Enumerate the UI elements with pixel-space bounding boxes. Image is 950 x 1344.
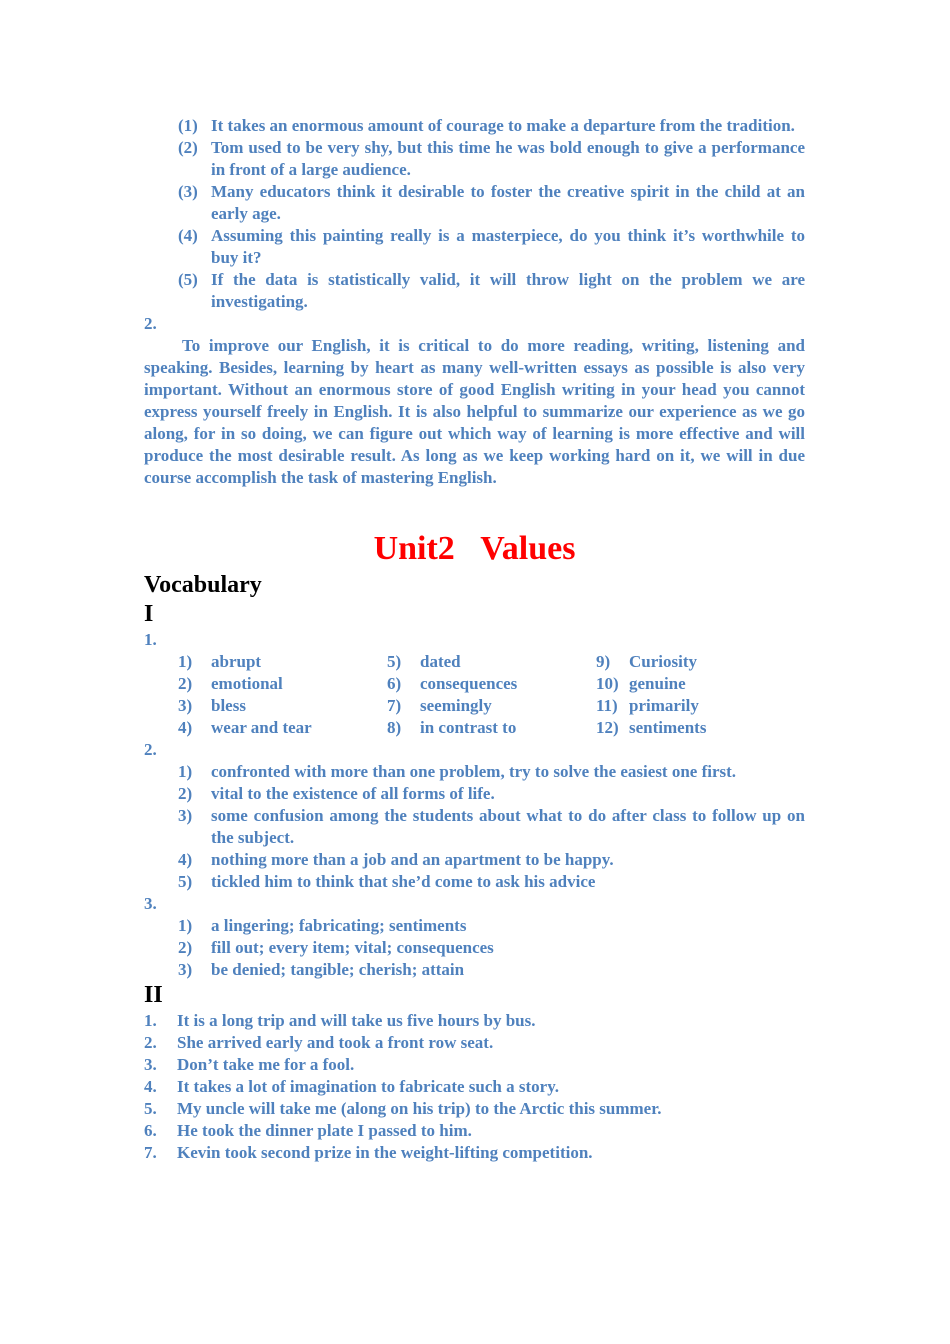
item-number: (4) [178, 226, 198, 245]
exercise-label: 2. [144, 740, 157, 759]
item-text: wear and tear [211, 718, 312, 737]
item-text: Curiosity [629, 652, 697, 671]
unit-title: Unit2 Values [373, 530, 576, 567]
item-number: 5) [178, 872, 193, 891]
list-item [144, 805, 805, 849]
list-item [178, 695, 387, 717]
item-number: 11) [596, 696, 618, 715]
list-item [144, 137, 805, 181]
item-number: 5) [387, 652, 402, 671]
part-heading: II [144, 982, 163, 1008]
item-text: Assuming this painting really is a masterpiece, do you think it’s worthwhile to buy it? [211, 226, 805, 267]
item-text: vital to the existence of all forms of life. [211, 784, 495, 803]
item-text: She arrived early and took a front row seat. [177, 1033, 494, 1052]
item-text: fill out; every item; vital; consequences [211, 938, 494, 957]
answer-list [144, 915, 805, 981]
exercise-label: 3. [144, 894, 157, 913]
list-item [596, 695, 805, 717]
item-text: tickled him to think that she’d come to ask his advice [211, 872, 596, 891]
list-item [144, 225, 805, 269]
item-number: 2) [178, 938, 193, 957]
vocabulary-heading: Vocabulary [144, 572, 262, 598]
item-number: 3) [178, 696, 193, 715]
item-text: Kevin took second prize in the weight-lifting competition. [177, 1143, 593, 1162]
word-list-grid [178, 651, 805, 739]
item-text: My uncle will take me (along on his trip) to the Arctic this summer. [177, 1099, 662, 1118]
part-heading: I [144, 601, 154, 627]
list-item [144, 1142, 805, 1164]
item-text: be denied; tangible; cherish; attain [211, 960, 465, 979]
list-item [387, 673, 596, 695]
item-number: (5) [178, 270, 198, 289]
sentence-list [144, 115, 805, 313]
item-text: Many educators think it desirable to foster the creative spirit in the child at an early age. [211, 182, 805, 223]
item-text: in contrast to [420, 718, 517, 737]
item-number: 1. [144, 1011, 157, 1030]
item-text: Don’t take me for a fool. [177, 1055, 355, 1074]
item-text: seemingly [420, 696, 492, 715]
item-number: 4) [178, 718, 193, 737]
item-number: 2) [178, 674, 193, 693]
list-item [144, 761, 805, 783]
list-item [144, 269, 805, 313]
item-text: He took the dinner plate I passed to him. [177, 1121, 472, 1140]
item-number: 7) [387, 696, 402, 715]
list-item [144, 871, 805, 893]
item-text: some confusion among the students about what to do after class to follow up on the subject. [211, 806, 805, 847]
list-item [144, 1098, 805, 1120]
item-text: consequences [420, 674, 518, 693]
word-column [387, 651, 596, 739]
item-number: 10) [596, 674, 619, 693]
item-number: 4. [144, 1077, 157, 1096]
word-column [178, 651, 387, 739]
list-item [144, 849, 805, 871]
item-text: genuine [629, 674, 686, 693]
list-item [144, 915, 805, 937]
item-number: 3) [178, 960, 193, 979]
list-item [387, 695, 596, 717]
word-column [596, 651, 805, 739]
list-item [596, 673, 805, 695]
item-text: dated [420, 652, 461, 671]
item-text: nothing more than a job and an apartment to be happy. [211, 850, 614, 869]
item-number: 1) [178, 652, 193, 671]
item-number: 2. [144, 1033, 157, 1052]
item-number: 6. [144, 1121, 157, 1140]
item-text: It is a long trip and will take us five hours by bus. [177, 1011, 536, 1030]
item-number: 6) [387, 674, 402, 693]
item-number: 12) [596, 718, 619, 737]
item-text: It takes a lot of imagination to fabricate such a story. [177, 1077, 560, 1096]
list-item [144, 115, 805, 137]
item-number: 9) [596, 652, 611, 671]
item-number: 2) [178, 784, 193, 803]
item-number: 3. [144, 1055, 157, 1074]
list-item [596, 717, 805, 739]
item-text: confronted with more than one problem, try to solve the easiest one first. [211, 762, 737, 781]
answer-list [144, 761, 805, 893]
item-number: (1) [178, 116, 198, 135]
item-number: 8) [387, 718, 402, 737]
list-item [178, 651, 387, 673]
list-item [144, 1076, 805, 1098]
document-content [144, 115, 805, 1164]
list-item [144, 959, 805, 981]
item-number: (2) [178, 138, 198, 157]
list-item [387, 651, 596, 673]
item-number: 1) [178, 916, 193, 935]
exercise-label: 1. [144, 630, 157, 649]
item-text: Tom used to be very shy, but this time he was bold enough to give a performance in front of a large audience. [211, 138, 805, 179]
sentence-list [144, 1010, 805, 1164]
list-item [144, 1032, 805, 1054]
item-text: sentiments [629, 718, 707, 737]
list-item [387, 717, 596, 739]
item-text: a lingering; fabricating; sentiments [211, 916, 467, 935]
item-text: emotional [211, 674, 283, 693]
list-item [144, 181, 805, 225]
list-item [178, 673, 387, 695]
item-text: primarily [629, 696, 699, 715]
item-text: If the data is statistically valid, it will throw light on the problem we are investigating. [211, 270, 805, 311]
item-number: (3) [178, 182, 198, 201]
body-paragraph: To improve our English, it is critical to do more reading, writing, listening and speaking. Besides, learning by heart as many well-written essays as possible is also very important. Without an enormous store of good English writing in your head you cannot express yourself freely in English. It is also helpful to summarize our experience as we go along, for in so doing, we can figure out which way of learning is more effective and will produce the most desirable result. As long as we keep working hard on it, we will in due course accomplish the task of mastering English. [144, 336, 805, 487]
item-number: 1) [178, 762, 193, 781]
list-item [144, 1120, 805, 1142]
list-item [144, 1010, 805, 1032]
list-item [144, 783, 805, 805]
item-number: 4) [178, 850, 193, 869]
list-item [144, 1054, 805, 1076]
section-label: 2. [144, 314, 157, 333]
list-item [144, 937, 805, 959]
item-number: 5. [144, 1099, 157, 1118]
item-text: bless [211, 696, 246, 715]
item-number: 3) [178, 806, 193, 825]
item-text: abrupt [211, 652, 262, 671]
list-item [596, 651, 805, 673]
item-text: It takes an enormous amount of courage to make a departure from the tradition. [211, 116, 795, 135]
list-item [178, 717, 387, 739]
item-number: 7. [144, 1143, 157, 1162]
